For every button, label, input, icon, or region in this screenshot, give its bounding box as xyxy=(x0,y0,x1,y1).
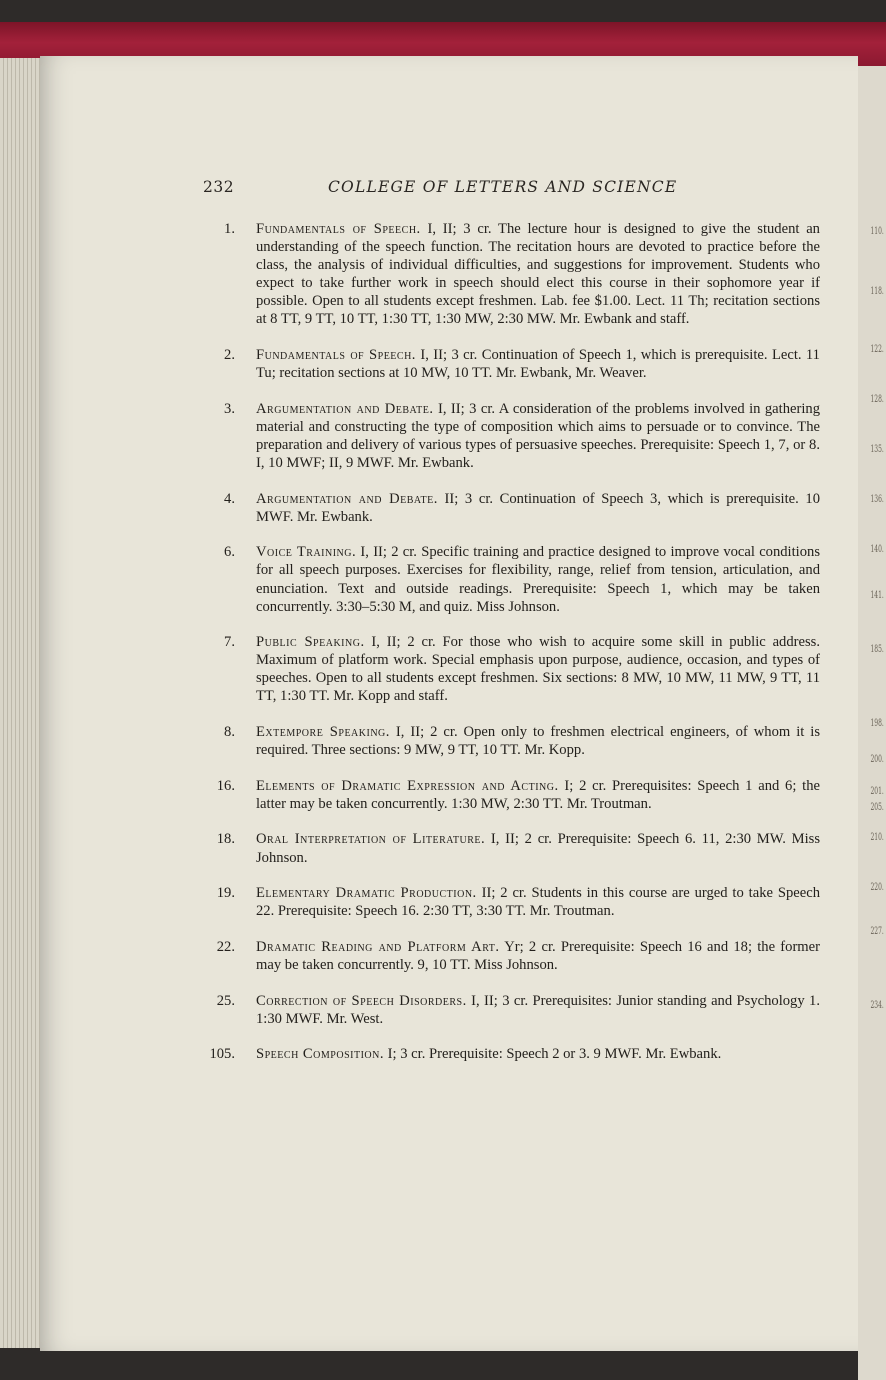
course-number: 2. xyxy=(224,347,235,364)
margin-number: 198. xyxy=(870,718,884,729)
course-entry xyxy=(198,723,820,759)
course-number: 25. xyxy=(216,992,235,1009)
course-number: 18. xyxy=(216,831,235,848)
margin-number: 136. xyxy=(870,494,884,505)
course-text xyxy=(256,400,820,472)
course-title: Oral Interpretation of Literature. xyxy=(256,831,486,848)
margin-number: 118. xyxy=(870,286,884,297)
course-description: Yr; 2 cr. Prerequisite: Speech 16 and 18; the former may be taken concurrently. 9, 10 TT. Miss Johnson. xyxy=(256,938,820,973)
course-title: Correction of Speech Disorders. xyxy=(256,992,467,1009)
course-title: Speech Composition. xyxy=(256,1046,384,1063)
course-number: 7. xyxy=(224,634,235,651)
margin-number: 141. xyxy=(870,590,884,601)
course-text xyxy=(256,490,820,526)
course-entry xyxy=(198,777,820,813)
course-title: Argumentation and Debate. xyxy=(256,400,434,417)
course-entry xyxy=(198,633,820,705)
course-description: I, II; 3 cr. The lecture hour is designed to give the student an understanding of the speech function. The recitation hours are devoted to practice before the class, the analysis of individual difficulties, and suggestions for improvement. Students who expect to take further work in speech should elect this course in their sophomore year if possible. Open to all students except freshmen. Lab. fee $1.00. Lect. 11 Th; recitation sections at 8 TT, 9 TT, 10 TT, 1:30 TT, 1:30 MW, 2:30 MW. Mr. Ewbank and staff. xyxy=(256,221,820,328)
course-text xyxy=(256,543,820,615)
course-entry xyxy=(198,884,820,920)
course-entry xyxy=(198,346,820,382)
course-entry xyxy=(198,830,820,866)
course-description: I, II; 3 cr. Continuation of Speech 1, which is prerequisite. Lect. 11 Tu; recitation sections at 10 MW, 10 TT. Mr. Ewbank, Mr. Weaver. xyxy=(256,347,820,382)
course-number: 8. xyxy=(224,724,235,741)
margin-number: 200. xyxy=(870,754,884,765)
course-text xyxy=(256,777,820,813)
course-number: 3. xyxy=(224,400,235,417)
course-description: I, II; 2 cr. For those who wish to acquire some skill in public address. Maximum of platform work. Special emphasis upon purpose, audience, occasion, and types of speeches. Open to all students except freshmen. Six sections: 8 MW, 10 MW, 11 MW, 9 TT, 11 TT, 1:30 TT. Mr. Kopp and staff. xyxy=(256,634,820,705)
course-entry xyxy=(198,938,820,974)
course-entry xyxy=(198,490,820,526)
course-number: 22. xyxy=(216,938,235,955)
course-title: Voice Training. xyxy=(256,544,357,561)
course-text xyxy=(256,346,820,382)
course-number: 105. xyxy=(209,1046,235,1063)
course-description: I, II; 2 cr. Prerequisite: Speech 6. 11, 2:30 MW. Miss Johnson. xyxy=(256,831,820,866)
course-text xyxy=(256,220,820,329)
course-title: Dramatic Reading and Platform Art. xyxy=(256,938,500,955)
course-text xyxy=(256,884,820,920)
course-number: 1. xyxy=(224,221,235,237)
course-title: Fundamentals of Speech. xyxy=(256,347,416,364)
margin-number: 234. xyxy=(870,1000,884,1011)
course-description: I, II; 2 cr. Open only to freshmen electrical engineers, of whom it is required. Three sections: 9 MW, 9 TT, 10 TT. Mr. Kopp. xyxy=(256,724,821,759)
course-number: 4. xyxy=(224,490,235,507)
course-description: I; 2 cr. Prerequisites: Speech 1 and 6; the latter may be taken concurrently. 1:30 MW, 2:30 TT. Mr. Troutman. xyxy=(256,777,820,812)
course-title: Elementary Dramatic Production. xyxy=(256,885,477,902)
margin-number: 227. xyxy=(870,926,884,937)
margin-number: 122. xyxy=(870,344,884,355)
course-text xyxy=(256,830,820,866)
course-number: 16. xyxy=(216,777,235,794)
margin-number: 135. xyxy=(870,444,884,455)
course-entry xyxy=(198,220,820,329)
course-description: II; 2 cr. Students in this course are urged to take Speech 22. Prerequisite: Speech 16. 2:30 TT, 3:30 TT. Mr. Troutman. xyxy=(256,885,820,920)
course-entry xyxy=(198,543,820,615)
course-title: Argumentation and Debate. xyxy=(256,490,438,507)
course-title: Elements of Dramatic Expression and Acting. xyxy=(256,777,559,794)
course-description: I; 3 cr. Prerequisite: Speech 2 or 3. 9 MWF. Mr. Ewbank. xyxy=(387,1046,722,1063)
course-entry xyxy=(198,992,820,1028)
margin-number: 110. xyxy=(870,226,884,237)
course-number: 19. xyxy=(216,885,235,902)
course-list xyxy=(198,220,820,1081)
margin-number: 205. xyxy=(870,802,884,813)
course-entry xyxy=(198,1045,820,1063)
course-title: Extempore Speaking. xyxy=(256,724,390,741)
course-title: Public Speaking. xyxy=(256,634,365,651)
margin-number: 220. xyxy=(870,882,884,893)
margin-number: 128. xyxy=(870,394,884,405)
course-description: I, II; 2 cr. Specific training and practice designed to improve vocal conditions for all speech purposes. Exercises for flexibility, range, relief from tension, articulation, and enunciation. Text and outside readings. Prerequisite: Speech 1, which may be taken concurrently. 3:30–5:30 M, and quiz. Miss Johnson. xyxy=(256,544,820,615)
margin-number: 201. xyxy=(870,786,884,797)
running-title: COLLEGE OF LETTERS AND SCIENCE xyxy=(328,178,678,196)
course-text xyxy=(256,992,820,1028)
course-entry xyxy=(198,400,820,472)
page-number: 232 xyxy=(203,178,235,196)
course-description: II; 3 cr. Continuation of Speech 3, which is prerequisite. 10 MWF. Mr. Ewbank. xyxy=(256,490,820,525)
course-text xyxy=(256,1045,820,1063)
margin-number: 210. xyxy=(870,832,884,843)
next-page-strip xyxy=(858,66,886,1380)
course-text xyxy=(256,723,820,759)
course-text xyxy=(256,938,820,974)
course-description: I, II; 3 cr. Prerequisites: Junior standing and Psychology 1. 1:30 MWF. Mr. West. xyxy=(256,992,820,1027)
course-title: Fundamentals of Speech. xyxy=(256,221,421,237)
margin-number: 185. xyxy=(870,644,884,655)
course-text xyxy=(256,633,820,705)
course-number: 6. xyxy=(224,544,235,561)
course-description: I, II; 3 cr. A consideration of the problems involved in gathering material and constructing the type of composition which aims to persuade or to convince. The preparation and delivery of various types of persuasive speeches. Prerequisite: Speech 1, 7, or 8. I, 10 MWF; II, 9 MWF. Mr. Ewbank. xyxy=(256,400,820,472)
page-header xyxy=(0,178,886,202)
margin-number: 140. xyxy=(870,544,884,555)
